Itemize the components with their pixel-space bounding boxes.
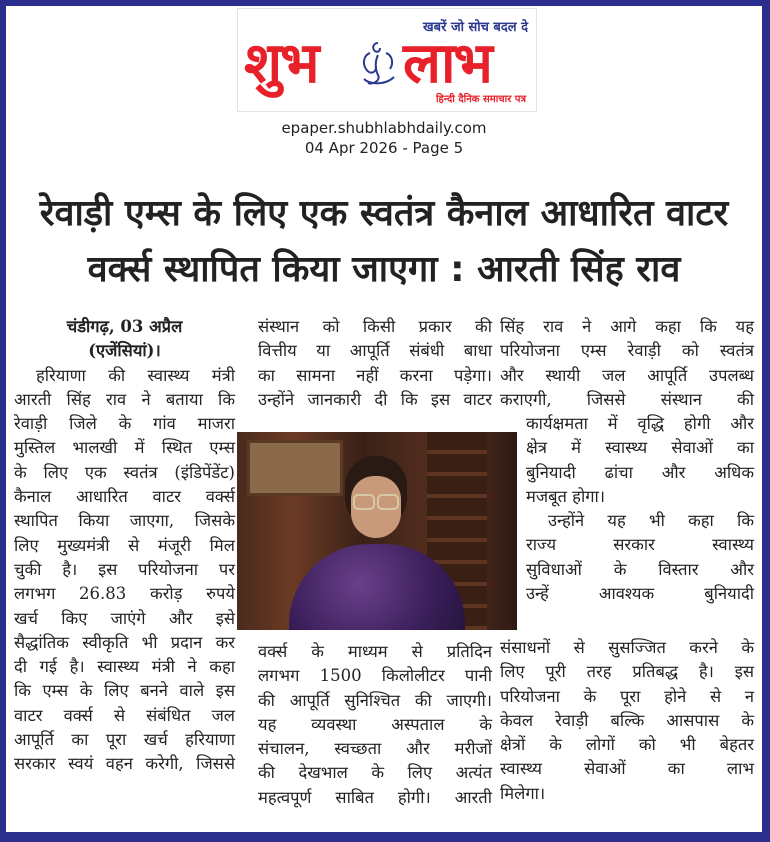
column-2-bottom [258, 640, 492, 810]
text-line: चुकी है। इस परियोजना पर [14, 559, 235, 579]
headline-line: वर्क्स स्थापित किया जाएगा : आरती सिंह राव [87, 249, 681, 290]
text-line: की आपूर्ति सुनिश्चित की जाएगी। [258, 690, 492, 710]
column-2-top [258, 315, 492, 412]
text-line: क्षेत्र में स्वास्थ्य सेवाओं का [526, 438, 754, 458]
logo-brand-left: शुभ [244, 31, 318, 96]
text-line: केवल रेवाड़ी बल्कि आसपास के [500, 710, 754, 730]
text-line: सुविधाओं के विस्तार और [526, 559, 754, 579]
glasses-right [377, 494, 399, 510]
wall-frame [247, 440, 343, 496]
date-page: 04 Apr 2026 - Page 5 [304, 139, 464, 157]
text-line: कराएगी, जिससे संस्थान की [500, 389, 754, 409]
text-line: स्थापित किया जाएगा, जिसके [14, 511, 235, 531]
text-line: रेवाड़ी जिले के गांव माजरा [14, 414, 235, 434]
column-1 [14, 315, 235, 777]
text-line: वाटर वर्क्स से संबंधित जल [14, 705, 235, 725]
text-line: कि एम्स के लिए बनने वाले इस [14, 681, 235, 701]
text-line: मुस्तिल भालखी में स्थित एम्स [14, 438, 235, 458]
text-line: संचालन, स्वच्छता और मरीजों [258, 739, 492, 759]
text-line: लिए पूरी तरह प्रतिबद्ध है। इस [500, 662, 754, 682]
text-line: यह व्यवस्था अस्पताल के [258, 714, 492, 734]
text-line: मजबूत होगा। [526, 486, 606, 506]
text-line: कैनाल आधारित वाटर वर्क्स [14, 487, 235, 507]
column-3-top [500, 315, 754, 412]
text-line: सरकार स्वयं वहन करेगी, जिससे [14, 754, 235, 774]
text-line: उन्हें आवश्यक बुनियादी [526, 584, 754, 604]
column-1-body [14, 364, 235, 777]
text-line: का सामना नहीं करना पड़ेगा। [258, 365, 492, 385]
masthead-logo [237, 8, 537, 112]
text-line: लगभग 26.83 करोड़ रुपये [14, 584, 235, 604]
text-line: वित्तीय या आपूर्ति संबंधी बाधा [258, 341, 492, 361]
text-line: महत्वपूर्ण साबित होगी। आरती [258, 787, 492, 807]
newspaper-page [6, 6, 762, 832]
text-line: उन्होंने यह भी कहा कि [548, 511, 754, 531]
text-line: मिलेगा। [500, 783, 546, 803]
glasses-left [353, 494, 375, 510]
text-line: सिंह राव ने आगे कहा कि यह [500, 317, 754, 336]
text-line: आरती सिंह राव ने बताया कि [14, 389, 235, 409]
headline-line: रेवाड़ी एम्स के लिए एक स्वतंत्र कैनाल आधारित वाटर [39, 193, 729, 234]
column-3-beside-photo [526, 412, 754, 606]
article-photo [237, 432, 517, 630]
text-line: क्षेत्रों के लोगों को भी बेहतर [500, 735, 754, 755]
text-line: लगभग 1500 किलोलीटर पानी [258, 666, 492, 686]
headline [6, 186, 762, 298]
text-line: परियोजना के पूरा होने से न [500, 686, 754, 706]
text-line: कार्यक्षमता में वृद्धि होगी और [526, 414, 754, 433]
text-line: लिए मुख्यमंत्री से मंजूरी मिल [14, 535, 235, 555]
text-line: और स्थायी जल आपूर्ति उपलब्ध [500, 365, 754, 385]
text-line: संसाधनों से सुसज्जित करने के [500, 638, 754, 657]
dateline: (एजेंसियां)। [88, 341, 161, 361]
text-line: बुनियादी ढांचा और अधिक [526, 462, 754, 482]
logo-tagline: खबरें जो सोच बदल दे [423, 20, 528, 35]
text-line: खर्च किए जाएंगे और इसे [14, 608, 235, 628]
logo-brand-right: लाभ [403, 31, 491, 96]
ganesha-icon [356, 39, 400, 89]
text-line: आपूर्ति का पूरा खर्च हरियाणा [14, 730, 235, 750]
text-line: स्वास्थ्य सेवाओं का लाभ [500, 759, 754, 779]
text-line: सैद्धांतिक स्वीकृति भी प्रदान कर [14, 632, 235, 652]
text-line: संस्थान को किसी प्रकार की [258, 317, 492, 336]
column-3-bottom [500, 636, 754, 806]
text-line: हरियाणा की स्वास्थ्य मंत्री [36, 365, 235, 385]
text-line: दी गई है। स्वास्थ्य मंत्री ने कहा [14, 657, 235, 677]
text-line: की देखभाल के लिए अत्यंत [258, 763, 492, 783]
text-line: परियोजना एम्स रेवाड़ी को स्वतंत्र [500, 341, 754, 361]
text-line: उन्होंने जानकारी दी कि इस वाटर [258, 389, 492, 409]
dateline: चंडीगढ़, 03 अप्रैल [66, 317, 183, 336]
site-url: epaper.shubhlabhdaily.com [281, 119, 487, 137]
text-line: वर्क्स के माध्यम से प्रतिदिन [258, 642, 492, 661]
text-line: के लिए एक स्वतंत्र (इंडिपेंडेंट) [14, 462, 235, 482]
text-line: राज्य सरकार स्वास्थ्य [526, 535, 754, 555]
logo-subtitle: हिन्दी दैनिक समाचार पत्र [435, 94, 526, 105]
